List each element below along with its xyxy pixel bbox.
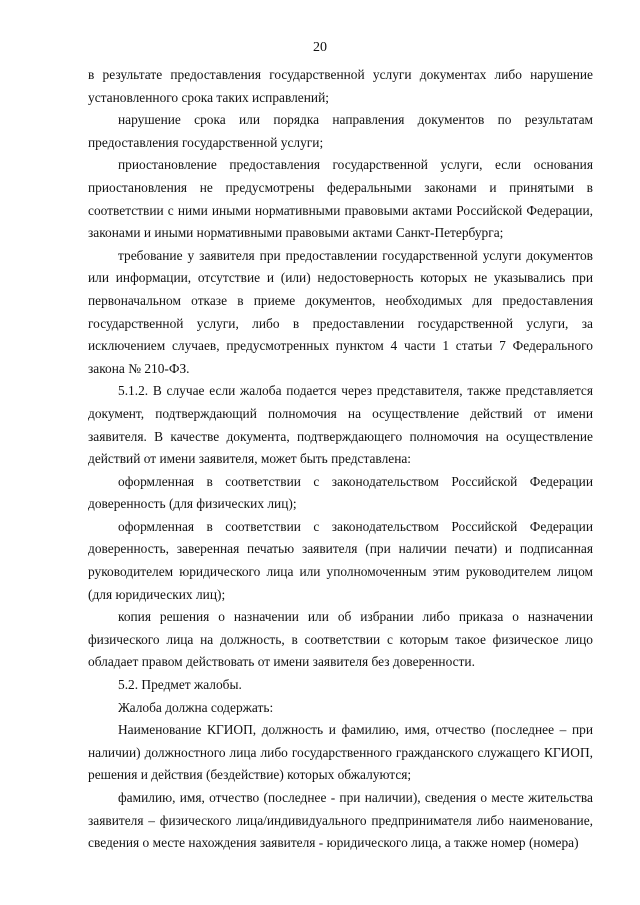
paragraph-12: фамилию, имя, отчество (последнее - при наличии), сведения о месте жительства заявителя – физического лица/индивидуального предпринимателя либо наименование, сведения о месте нахождения заявителя - юридического лица, а также номер (номера) — [88, 790, 593, 851]
paragraph-9: 5.2. Предмет жалобы. — [118, 677, 242, 693]
paragraph-5: 5.1.2. В случае если жалоба подается через представителя, также представляется документ, подтверждающий полномочия на осуществление действий от имени заявителя. В качестве документа, подтверждающего полномочия на осуществление действий от имени заявителя, может быть представлена: — [88, 383, 593, 467]
paragraph-8: копия решения о назначении или об избрании либо приказа о назначении физического лица на должность, в соответствии с которым такое физическое лицо обладает правом действовать от имени заявителя без доверенности. — [88, 609, 593, 670]
paragraph-4: требование у заявителя при предоставлении государственной услуги документов или информации, отсутствие и (или) недостоверность которых не указывались при первоначальном отказе в приеме документов, необходимых для предоставления государственной услуги, либо в предоставлении государственной услуги, за исключением случаев, предусмотренных пунктом 4 части 1 статьи 7 Федерального закона № 210-ФЗ. — [88, 247, 593, 376]
paragraph-6: оформленная в соответствии с законодательством Российской Федерации доверенность (для физических лиц); — [88, 473, 593, 512]
paragraph-10: Жалоба должна содержать: — [118, 699, 274, 715]
paragraph-11: Наименование КГИОП, должность и фамилию, имя, отчество (последнее – при наличии) должностного лица либо государственного гражданского служащего КГИОП, решения и действия (бездействие) которых обжалуются; — [88, 722, 593, 783]
paragraph-1: в результате предоставления государственной услуги документах либо нарушение установленного срока таких исправлений; — [88, 67, 593, 105]
paragraph-3: приостановление предоставления государственной услуги, если основания приостановления не предусмотрены федеральными законами и принятыми в соответствии с ними иными нормативными правовыми актами Российской Федерации, законами и иными нормативными правовыми актами Санкт-Петербурга; — [88, 157, 593, 241]
page-number: 20 — [313, 40, 327, 55]
paragraph-7: оформленная в соответствии с законодательством Российской Федерации доверенность, заверенная печатью заявителя (при наличии печати) и подписанная руководителем юридического лица или уполномоченным этим руководителем лицом (для юридических лиц); — [88, 518, 593, 602]
body-text — [88, 64, 593, 855]
paragraph-2: нарушение срока или порядка направления документов по результатам предоставления государственной услуги; — [88, 112, 593, 150]
